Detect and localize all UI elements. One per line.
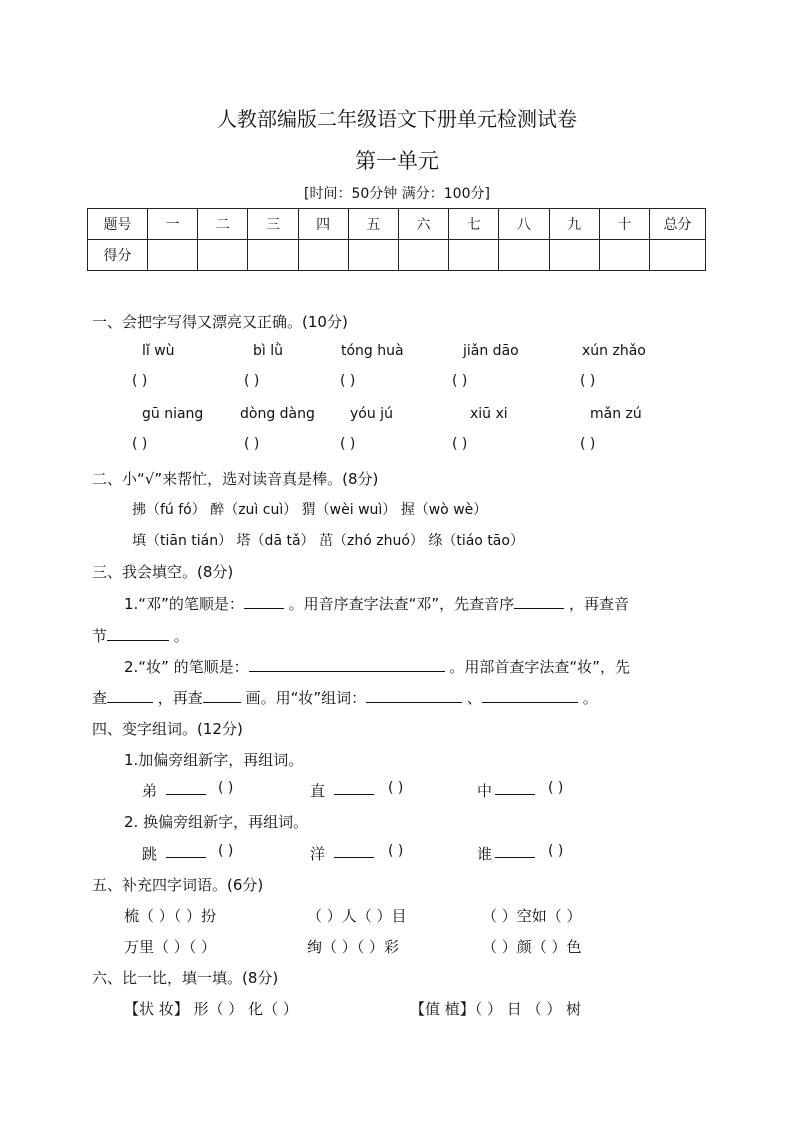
- score-cell[interactable]: [650, 240, 706, 271]
- base-character: 中: [477, 782, 493, 800]
- idiom-blank[interactable]: 绚（ ）（ ）彩: [307, 938, 400, 956]
- score-cell[interactable]: [248, 240, 298, 271]
- score-table-header-row: [88, 209, 706, 240]
- pinyin: jiǎn dāo: [463, 343, 519, 359]
- answer-blank[interactable]: [514, 594, 564, 609]
- question-3-1: [124, 593, 629, 614]
- section-5-heading: 五、补充四字词语。(6分): [92, 876, 264, 894]
- score-table: [87, 208, 706, 271]
- answer-blank[interactable]: [107, 688, 153, 703]
- answer-blank[interactable]: [495, 843, 535, 858]
- compare-fill-left[interactable]: 【状 妆】 形（ ） 化（ ）: [124, 1000, 298, 1018]
- score-cell[interactable]: [599, 240, 649, 271]
- question-3-1-cont: [92, 625, 189, 646]
- answer-blank[interactable]: [249, 657, 445, 672]
- question-text: 1.“邓”的笔顺是：: [124, 595, 244, 613]
- subquestion-4-2: 2. 换偏旁组新字，再组词。: [124, 813, 309, 831]
- section-6-heading: 六、比一比，填一填。(8分): [92, 969, 279, 987]
- question-text: 画。用“妆”组词：: [245, 689, 367, 707]
- base-character: 弟: [142, 782, 158, 800]
- table-cell: 七: [449, 209, 499, 240]
- idiom-blank[interactable]: （ ）人（ ）目: [307, 907, 407, 925]
- base-character: 直: [310, 782, 326, 800]
- compare-fill-right[interactable]: 【值 植】（ ） 日 （ ） 树: [410, 1000, 582, 1018]
- section-2-heading: 二、小“√”来帮忙，选对读音真是棒。(8分): [92, 470, 379, 488]
- table-cell: 六: [398, 209, 448, 240]
- base-character: 洋: [310, 845, 326, 863]
- answer-paren[interactable]: ( ): [548, 780, 564, 796]
- table-cell: 题号: [88, 209, 148, 240]
- score-cell[interactable]: [398, 240, 448, 271]
- base-character: 谁: [477, 845, 493, 863]
- idiom-blank[interactable]: （ ）颜（ ）色: [482, 938, 582, 956]
- pinyin: bì lǜ: [253, 343, 283, 359]
- section-3-heading: 三、我会填空。(8分): [92, 563, 234, 581]
- question-3-2-cont: [92, 687, 598, 708]
- pinyin: gū niang: [142, 406, 204, 422]
- question-text: ，再查: [157, 689, 203, 707]
- choice-row[interactable]: 填（tiān tián） 塔（dā tǎ） 茁（zhó zhuó） 绦（tiáo tāo）: [132, 533, 524, 549]
- question-text: 、: [466, 689, 482, 707]
- table-cell: 二: [198, 209, 248, 240]
- pinyin: dòng dàng: [240, 406, 315, 422]
- question-text: 。: [582, 689, 598, 707]
- table-cell: 十: [599, 209, 649, 240]
- table-cell: 五: [348, 209, 398, 240]
- question-text: 。用部首查字法查“妆”，先: [449, 658, 630, 676]
- exam-title: 人教部编版二年级语文下册单元检测试卷: [217, 107, 577, 131]
- question-3-2: [124, 656, 630, 677]
- answer-paren[interactable]: ( ): [388, 843, 404, 859]
- answer-paren[interactable]: ( ): [388, 780, 404, 796]
- table-cell: 总分: [650, 209, 706, 240]
- answer-paren[interactable]: ( ): [452, 373, 468, 389]
- score-cell[interactable]: [499, 240, 549, 271]
- answer-paren[interactable]: ( ): [132, 373, 148, 389]
- answer-paren[interactable]: ( ): [218, 780, 234, 796]
- base-character: 跳: [142, 845, 158, 863]
- question-text: 。用音序查字法查“邓”，先查音序: [288, 595, 515, 613]
- question-text: ，再查音: [568, 595, 629, 613]
- section-4-heading: 四、变字组词。(12分): [92, 720, 243, 738]
- score-cell[interactable]: [198, 240, 248, 271]
- pinyin: yóu jú: [350, 406, 393, 422]
- score-cell[interactable]: [348, 240, 398, 271]
- answer-blank[interactable]: [107, 626, 169, 641]
- answer-paren[interactable]: ( ): [548, 843, 564, 859]
- answer-blank[interactable]: [495, 780, 535, 795]
- table-cell: 一: [148, 209, 198, 240]
- answer-blank[interactable]: [203, 688, 241, 703]
- answer-paren[interactable]: ( ): [580, 373, 596, 389]
- table-cell: 八: [499, 209, 549, 240]
- answer-blank[interactable]: [334, 843, 374, 858]
- question-text: 。: [173, 627, 189, 645]
- score-cell[interactable]: [449, 240, 499, 271]
- question-text: 2.“妆” 的笔顺是：: [124, 658, 249, 676]
- choice-row[interactable]: 拂（fú fó） 醉（zuì cuì） 猬（wèi wuì） 握（wò wè）: [132, 502, 488, 518]
- answer-paren[interactable]: ( ): [452, 436, 468, 452]
- pinyin: xiū xi: [470, 406, 508, 422]
- answer-blank[interactable]: [482, 688, 578, 703]
- table-cell: 得分: [88, 240, 148, 271]
- idiom-blank[interactable]: 万里（ ）（ ）: [124, 938, 217, 956]
- answer-blank[interactable]: [366, 688, 462, 703]
- section-1-heading: 一、会把字写得又漂亮又正确。(10分): [92, 313, 348, 331]
- idiom-blank[interactable]: 梳（ ）（ ）扮: [124, 907, 217, 925]
- pinyin: lǐ wù: [142, 343, 175, 359]
- idiom-blank[interactable]: （ ）空如（ ）: [482, 907, 582, 925]
- pinyin: xún zhǎo: [582, 343, 646, 359]
- subquestion-4-1: 1.加偏旁组新字，再组词。: [124, 751, 304, 769]
- question-text: 查: [92, 689, 108, 707]
- answer-paren[interactable]: ( ): [340, 373, 356, 389]
- answer-paren[interactable]: ( ): [580, 436, 596, 452]
- time-score-info: [时间：50分钟 满分：100分]: [304, 186, 490, 202]
- table-cell: 四: [298, 209, 348, 240]
- answer-paren[interactable]: ( ): [340, 436, 356, 452]
- score-cell[interactable]: [298, 240, 348, 271]
- answer-blank[interactable]: [166, 843, 206, 858]
- answer-blank[interactable]: [244, 594, 284, 609]
- score-table-score-row: [88, 240, 706, 271]
- pinyin: tóng huà: [341, 343, 404, 359]
- answer-paren[interactable]: ( ): [244, 373, 260, 389]
- question-text: 节: [92, 627, 108, 645]
- table-cell: 九: [549, 209, 599, 240]
- unit-title: 第一单元: [355, 149, 439, 173]
- answer-paren[interactable]: ( ): [132, 436, 148, 452]
- answer-paren[interactable]: ( ): [218, 843, 234, 859]
- answer-paren[interactable]: ( ): [244, 436, 260, 452]
- table-cell: 三: [248, 209, 298, 240]
- score-cell[interactable]: [549, 240, 599, 271]
- answer-blank[interactable]: [334, 780, 374, 795]
- pinyin: mǎn zú: [590, 406, 642, 422]
- score-cell[interactable]: [148, 240, 198, 271]
- answer-blank[interactable]: [166, 780, 206, 795]
